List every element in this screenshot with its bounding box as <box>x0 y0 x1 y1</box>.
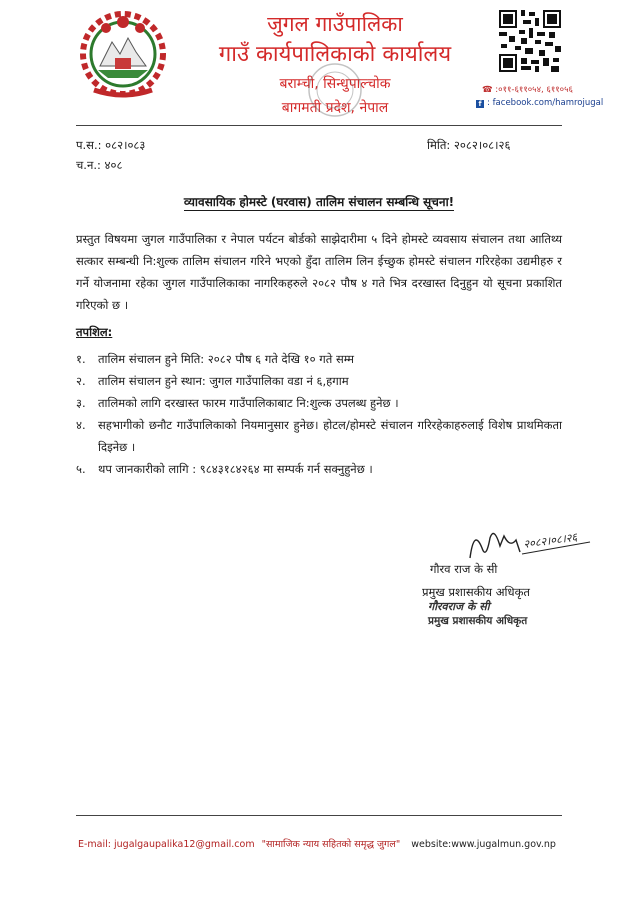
list-item-text: तालिम संचालन हुने स्थान: जुगल गाउँपालिका वडा नं ६,हगाम <box>98 374 349 388</box>
letter-date: मिति: २०८२।०८।२६ <box>427 138 511 152</box>
list-item-text: तालिम संचालन हुने मिति: २०८२ पौष ६ गते देखि १० गते सम्म <box>98 352 355 366</box>
notice-subject-text: व्यावसायिक होमस्टे (घरवास) तालिम संचालन सम्बन्धि सूचना! <box>183 195 455 209</box>
details-heading: तपशिल: <box>76 325 113 339</box>
notice-subject <box>76 193 562 210</box>
list-item-number: २. <box>76 374 86 388</box>
notice-body: प्रस्तुत विषयमा जुगल गाउँपालिका र नेपाल पर्यटन बोर्डको साझेदारीमा ५ दिने होमस्टे व्यवसाय संचालन तथा आतिथ्य सत्कार सम्बन्धी नि:शुल्क तालिम संचालन गरिने भएको हुँदा तालिम लिन ईच्छुक होमस्टे संचालन गरिरहेका उद्यमीहरु र गर्ने योजनामा रहेका जुगल गाउँपालिकाका नागरिकहरुले २०८२ पौष ४ गते भित्र दरखास्त दिनुहुन यो सूचना प्रकाशित गरिएको छ । <box>76 232 562 312</box>
details-list <box>76 348 562 480</box>
footer-divider <box>76 815 562 816</box>
list-item <box>76 458 562 480</box>
office-name: गाउँ कार्यपालिकाको कार्यालय <box>218 42 452 67</box>
list-item <box>76 348 562 370</box>
list-item-text: तालिमको लागि दरखास्त फारम गाउँपालिकाबाट नि:शुल्क उपलब्ध हुनेछ । <box>98 396 399 410</box>
list-item-number: ५. <box>76 462 86 476</box>
phone-number: ☎ :०११-६११०५४, ६११०५६ <box>482 85 573 95</box>
footer-slogan: "सामाजिक न्याय सहितको समृद्ध जुगल" <box>261 839 401 850</box>
office-stamp-icon <box>305 60 365 120</box>
list-item-number: ३. <box>76 396 86 410</box>
list-item-number: ४. <box>76 418 86 432</box>
signature-date: २०८२।०८।२६ <box>522 530 579 551</box>
municipality-name: जुगल गाउँपालिका <box>267 12 403 36</box>
handwritten-signature-icon <box>460 518 600 568</box>
list-item-text: सहभागीको छनौट गाउँपालिकाको नियमानुसार हुनेछ। होटल/होमस्टे संचालन गरिरहेकाहरुलाई विशेष प्राथमिकता दिइनेछ । <box>98 418 562 454</box>
address-line1: बराम्ची, सिन्धुपाल्चोक <box>279 76 391 92</box>
stamp-name: गौरवराज के सी <box>428 600 490 613</box>
footer-email[interactable]: E-mail: jugalgaupalika12@gmail.com <box>78 839 255 850</box>
facebook-icon: f <box>476 100 484 108</box>
qr-code-icon <box>497 8 563 74</box>
list-item-number: १. <box>76 352 86 366</box>
list-item-text: थप जानकारीको लागि : ९८४३१८४२६४ मा सम्पर्क गर्न सक्नुहुनेछ । <box>98 462 373 476</box>
list-item <box>76 414 562 458</box>
facebook-url: : facebook.com/hamrojugal <box>487 98 604 108</box>
nepal-emblem-icon <box>78 8 168 100</box>
footer-website[interactable]: website:www.jugalmun.gov.np <box>411 839 556 850</box>
signatory-name: गौरव राज के सी <box>430 562 498 576</box>
header-divider <box>76 125 562 126</box>
facebook-link[interactable] <box>476 98 603 108</box>
footer <box>78 837 638 850</box>
signatory-title: प्रमुख प्रशासकीय अधिकृत <box>422 585 530 599</box>
stamp-title: प्रमुख प्रशासकीय अधिकृत <box>428 615 528 627</box>
address-line2: बागमती प्रदेश, नेपाल <box>281 100 389 116</box>
dispatch-number: च.न.: ४०८ <box>76 158 123 172</box>
list-item <box>76 392 562 414</box>
reference-number: प.स.: ०८२।०८३ <box>76 138 146 152</box>
list-item <box>76 370 562 392</box>
